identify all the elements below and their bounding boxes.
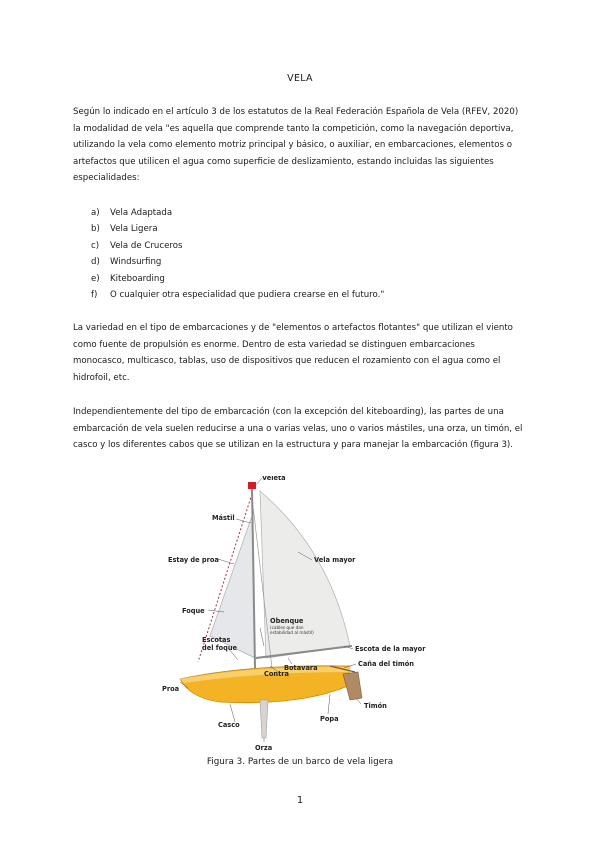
label-veleta: Veleta — [262, 476, 286, 482]
wind-vane — [248, 482, 256, 489]
paragraph-intro: Según lo indicado en el artículo 3 de los estatutos de la Real Federación Española de Vela (RFEV, 2020) la modalidad de vela "es aquella que comprende tanto la competición, como la navegación deportiva, utilizando la vela como elemento motriz principal y básico, o auxiliar, en embarcaciones, elementos o artefactos que utilicen el agua como superficie de deslizamiento, estando incluidas las siguientes especialidades: — [73, 107, 519, 183]
svg-text:estabilidad al mástil): estabilidad al mástil) — [270, 630, 314, 635]
label-foque: Foque — [182, 607, 205, 615]
label-cana-timon: Caña del timón — [358, 660, 414, 668]
label-mastil: Mástil — [212, 514, 235, 522]
label-casco: Casco — [218, 721, 240, 729]
sailboat-diagram — [160, 476, 450, 756]
list-item: c) Vela de Cruceros — [91, 240, 183, 251]
centreboard — [260, 700, 268, 738]
list-item: b) Vela Ligera — [91, 224, 158, 235]
label-escotas-foque: Escotas — [202, 636, 231, 644]
list-item: f) O cualquier otra especialidad que pudiera crearse en el futuro." — [91, 289, 385, 300]
label-proa: Proa — [162, 685, 180, 693]
list-item: a) Vela Adaptada — [91, 208, 173, 218]
label-timon: Timón — [364, 702, 387, 710]
page-title: VELA — [287, 73, 313, 84]
figure-caption: Figura 3. Partes de un barco de vela ligera — [206, 757, 394, 767]
sailboat-figure — [160, 476, 450, 756]
paragraph-parts: Independientemente del tipo de embarcación (con la excepción del kiteboarding), las partes de una embarcación de vela suelen reducirse a una o varias velas, uno o varios mástiles, una orza, un timón, el casco y los diferentes cabos que se utilizan en la estructura y para manejar la embarcación (figura 3). — [73, 407, 523, 450]
page-number: 1 — [296, 795, 304, 806]
label-contra: Contra — [264, 670, 289, 678]
label-vela-mayor: Vela mayor — [314, 556, 356, 564]
label-orza: Orza — [255, 744, 273, 752]
list-item: d) Windsurfing — [91, 257, 162, 268]
list-item: e) Kiteboarding — [91, 273, 165, 284]
label-botavara: Botavara — [284, 664, 318, 672]
paragraph-variety: La variedad en el tipo de embarcaciones y de "elementos o artefactos flotantes" que utilizan el viento como fuente de propulsión es enorme. Dentro de esta variedad se distinguen embarcaciones monocasco, multicasco, tablas, uso de dispositivos que reducen el rozamiento con el agua como el hidrofoil, etc. — [73, 323, 513, 383]
label-estay: Estay de proa — [168, 556, 219, 564]
svg-text:del foque: del foque — [202, 644, 238, 652]
label-popa: Popa — [320, 715, 339, 723]
specialties-list — [91, 205, 384, 303]
label-escota-mayor: Escota de la mayor — [355, 645, 426, 653]
label-obenque: Obenque — [270, 617, 304, 625]
svg-text:(cables que dan: (cables que dan — [270, 625, 304, 630]
